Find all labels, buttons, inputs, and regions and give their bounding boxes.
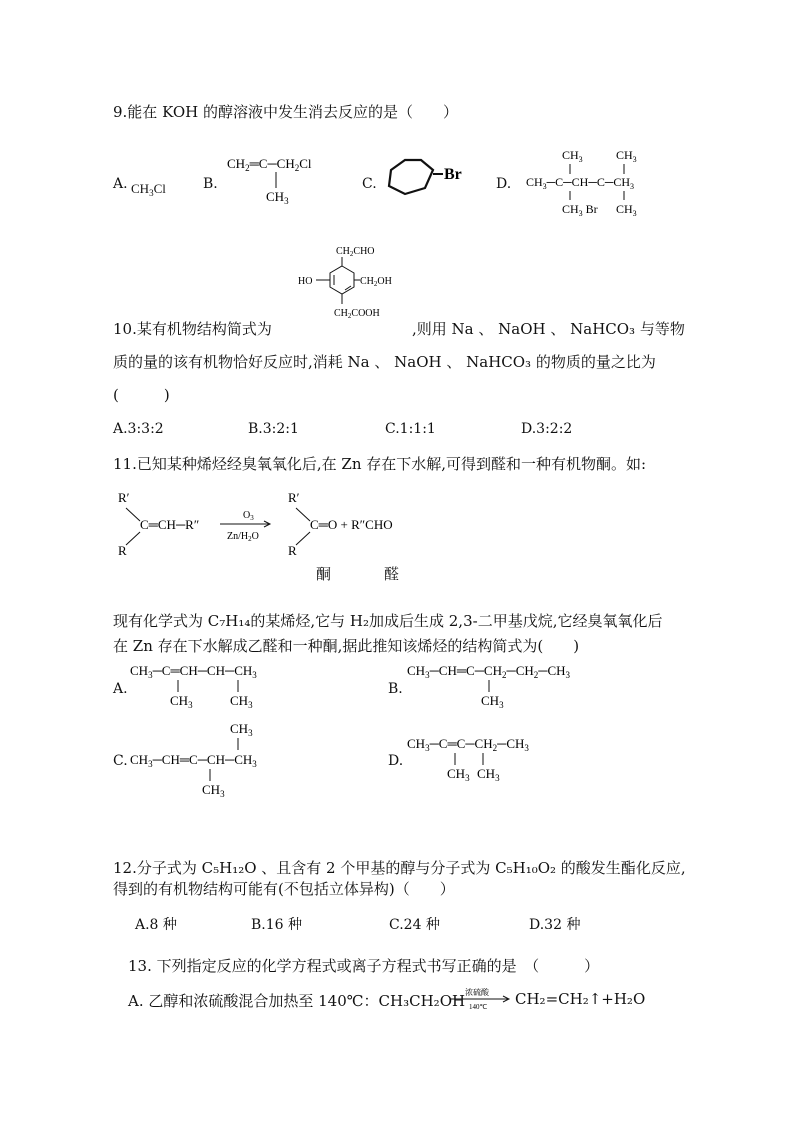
q9-option-a-formula: $CH_3Cl$ bbox=[131, 181, 166, 198]
svg-text:CH3: $CH_3$ bbox=[230, 693, 253, 710]
q12-option-b: B.16 种 bbox=[251, 917, 303, 933]
svg-text:R′: R′ bbox=[288, 490, 300, 505]
svg-text:CH3: $CH_3$ bbox=[481, 693, 504, 710]
svg-text:CH2COOH: $CH_2COOH$ bbox=[334, 308, 380, 320]
svg-text:CH2OH: $CH_2OH$ bbox=[360, 276, 392, 288]
q9-option-b-label: B. bbox=[203, 176, 218, 192]
q11-option-b-label: B. bbox=[388, 681, 403, 697]
q12-stem-line2: 得到的有机物结构可能有(不包括立体异构)（ ） bbox=[113, 880, 455, 898]
q13-option-a-text: A. 乙醇和浓硫酸混合加热至 140℃：CH₃CH₂OH bbox=[128, 992, 466, 1010]
svg-text:C═O + R″CHO: C═O + R″CHO bbox=[310, 517, 393, 532]
q10-stem-prefix: 10.某有机物结构简式为 bbox=[113, 320, 272, 338]
svg-text:CH3: $CH_3$ bbox=[447, 766, 470, 783]
q9-option-d-structure bbox=[524, 146, 674, 222]
q13-temperature-label: 140℃ bbox=[469, 1003, 488, 1011]
q11-option-d-label: D. bbox=[388, 753, 404, 769]
q11-ketone-label: 酮 bbox=[316, 565, 332, 583]
q10-option-a: A.3:3:2 bbox=[113, 421, 164, 437]
svg-text:O3: $O_3$ bbox=[243, 510, 254, 522]
q9-option-c-label: C. bbox=[362, 176, 377, 192]
q11-option-d-structure bbox=[405, 732, 585, 784]
q9-option-d-label: D. bbox=[496, 176, 512, 192]
q11-stem-line3: 在 Zn 存在下水解成乙醛和一种酮,据此推知该烯烃的结构简式为( ) bbox=[113, 637, 580, 655]
svg-text:R: R bbox=[288, 543, 297, 558]
q11-reaction-scheme bbox=[110, 488, 420, 560]
svg-text:CH3─CH═C─CH2─CH2─CH3: $CH_3─CH═C─CH_2─CH_2─CH_3$ bbox=[407, 663, 571, 680]
svg-text:CH3─CH═C─CH─CH3: $CH_3─CH═C─CH─CH_3$ bbox=[130, 752, 257, 769]
q12-option-a: A.8 种 bbox=[135, 917, 177, 933]
q9-option-b-structure bbox=[225, 152, 345, 208]
svg-text:CH3─C─CH─C─CH3: $CH_3─C─CH─C─CH_3$ bbox=[526, 175, 635, 191]
svg-text:CH3: $CH_3$ bbox=[170, 693, 193, 710]
svg-text:CH3: $CH_3$ bbox=[202, 782, 225, 799]
q11-stem: 11.已知某种烯烃经臭氧氧化后,在 Zn 存在下水解,可得到醛和一种有机物酮。如: bbox=[113, 455, 647, 473]
q10-option-c: C.1:1:1 bbox=[385, 421, 436, 437]
svg-text:CH3: $CH_3$ bbox=[477, 766, 500, 783]
q10-structure bbox=[296, 242, 416, 328]
svg-text:CH3: $CH_3$ bbox=[230, 721, 253, 738]
q12-stem-line1: 12.分子式为 C₅H₁₂O 、且含有 2 个甲基的醇与分子式为 C₅H₁₀O₂ 的酸发生酯化反应, bbox=[113, 859, 686, 877]
q9-option-a-label: A. bbox=[113, 176, 128, 192]
svg-text:HO: HO bbox=[298, 276, 313, 287]
svg-text:Zn/H2O: $Zn/H_2O$ bbox=[227, 531, 259, 543]
q10-stem-line2: 质的量的该有机物恰好反应时,消耗 Na 、 NaOH 、 NaHCO₃ 的物质的量之比为 bbox=[113, 353, 656, 371]
q13-catalyst-label: 浓硫酸 bbox=[465, 988, 489, 997]
q9-stem: 9.能在 KOH 的醇溶液中发生消去反应的是（ ） bbox=[113, 103, 459, 121]
svg-text:CH2═C─CH2Cl: $CH_2═C─CH_2Cl$ bbox=[227, 156, 312, 173]
svg-text:R′: R′ bbox=[118, 490, 130, 505]
svg-text:CH3: $CH_3$ bbox=[616, 202, 637, 218]
svg-text:CH2CHO: $CH_2CHO$ bbox=[336, 246, 375, 258]
q11-option-a-label: A. bbox=[113, 681, 128, 697]
q10-stem-suffix: ,则用 Na 、 NaOH 、 NaHCO₃ 与等物 bbox=[412, 320, 685, 338]
q11-aldehyde-label: 醛 bbox=[384, 565, 400, 583]
svg-text:R: R bbox=[118, 543, 127, 558]
q13-option-a-product: CH₂=CH₂↑+H₂O bbox=[515, 990, 646, 1008]
q12-option-c: C.24 种 bbox=[389, 917, 440, 933]
svg-text:CH3: $CH_3$ bbox=[616, 148, 637, 164]
q12-option-d: D.32 种 bbox=[529, 917, 581, 933]
svg-text:CH3 Br: $CH_3$ Br bbox=[562, 202, 598, 218]
q9-option-c-structure bbox=[385, 148, 475, 212]
q11-stem-line2: 现有化学式为 C₇H₁₄的某烯烃,它与 H₂加成后生成 2,3-二甲基戊烷,它经臭氧氧化后 bbox=[113, 612, 663, 630]
q11-option-c-label: C. bbox=[113, 753, 128, 769]
svg-text:CH3─C═CH─CH─CH3: $CH_3─C═CH─CH─CH_3$ bbox=[130, 663, 257, 680]
q11-option-a-structure bbox=[128, 660, 298, 710]
svg-text:CH3: $CH_3$ bbox=[562, 148, 583, 164]
q10-option-b: B.3:2:1 bbox=[248, 421, 299, 437]
svg-text:C═CH─R″: C═CH─R″ bbox=[140, 517, 200, 532]
q13-reaction-arrow bbox=[449, 986, 515, 1014]
q11-option-c-structure bbox=[128, 718, 298, 800]
q13-stem: 13. 下列指定反应的化学方程式或离子方程式书写正确的是 （ ） bbox=[128, 957, 600, 975]
q11-option-b-structure bbox=[405, 660, 625, 710]
svg-text:CH3─C═C─CH2─CH3: $CH_3─C═C─CH_2─CH_3$ bbox=[407, 736, 529, 753]
q10-option-d: D.3:2:2 bbox=[521, 421, 573, 437]
svg-text:CH3: $CH_3$ bbox=[266, 189, 289, 206]
q10-stem-line3: ( ) bbox=[113, 386, 170, 404]
svg-text:Br: Br bbox=[444, 166, 462, 183]
